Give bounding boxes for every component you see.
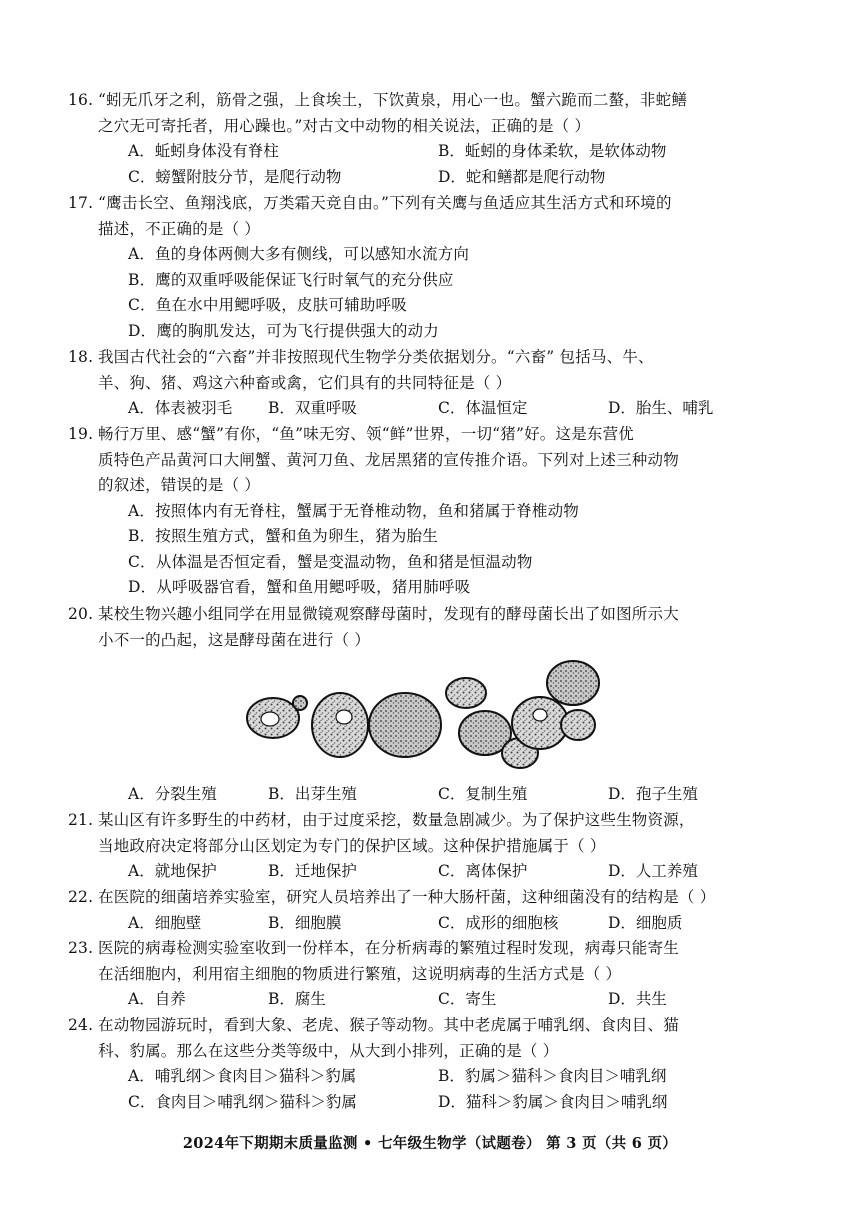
question-text: 某校生物兴趣小组同学在用显微镜观察酵母菌时，发现有的酵母菌长出了如图所示大	[98, 605, 679, 623]
question-number: 18.	[68, 348, 94, 366]
question-text: 畅行万里、感“蟹”有你，“鱼”味无穷、领“鲜”世界，一切“猪”好。这是东营优	[98, 425, 634, 443]
page-footer: 2024年下期期末质量监测 • 七年级生物学（试题卷） 第 3 页（共 6 页）	[182, 1135, 678, 1152]
option-b: B．蚯蚓的身体柔软，是软体动物	[438, 142, 667, 160]
option-a: A．按照体内有无脊柱，蟹属于无脊椎动物，鱼和猪属于脊椎动物	[128, 501, 579, 520]
question-24	[68, 1013, 778, 1115]
question-number: 23.	[68, 939, 94, 957]
option-a: A．体表被羽毛	[128, 399, 233, 417]
options-row	[98, 782, 778, 808]
yeast-bud	[561, 710, 595, 740]
option-b: B．出芽生殖	[268, 785, 357, 803]
question-20-options	[98, 782, 778, 808]
yeast-bud	[293, 696, 307, 710]
options-row	[98, 859, 778, 885]
option-a: A．哺乳纲＞食肉目＞猫科＞豹属	[128, 1067, 357, 1085]
option-b: B．按照生殖方式，蟹和鱼为卵生，猪为胎生	[128, 527, 438, 545]
option-b: B．迁地保护	[268, 862, 357, 880]
question-text: 当地政府决定将部分山区划定为专门的保护区域。这种保护措施属于（ ）	[98, 836, 606, 855]
yeast-cell	[512, 697, 568, 749]
yeast-cell	[446, 678, 486, 708]
question-number: 17.	[68, 194, 94, 212]
question-text: “鹰击长空、鱼翔浅底，万类霜天竞自由。”下列有关鹰与鱼适应其生活方式和环境的	[98, 194, 672, 212]
question-18	[68, 345, 778, 422]
option-d: D．孢子生殖	[608, 785, 698, 803]
yeast-cell	[547, 661, 599, 705]
question-number: 20.	[68, 605, 94, 623]
options-row	[98, 1064, 778, 1090]
yeast-cell	[312, 693, 368, 757]
yeast-vacuole	[261, 712, 279, 726]
yeast-budding-figure	[240, 655, 620, 780]
question-text: 在动物园游玩时，看到大象、老虎、猴子等动物。其中老虎属于哺乳纲、食肉目、猫	[98, 1016, 679, 1034]
option-d: D．从呼吸器官看，蟹和鱼用鳃呼吸，猪用肺呼吸	[128, 578, 471, 596]
option-c: C．食肉目＞哺乳纲＞猫科＞豹属	[128, 1092, 357, 1111]
question-number: 19.	[68, 425, 94, 443]
option-a: A．鱼的身体两侧大多有侧线，可以感知水流方向	[128, 245, 470, 263]
option-a: A．自养	[128, 990, 186, 1008]
option-b: B．双重呼吸	[268, 399, 357, 417]
option-d: D．人工养殖	[608, 862, 698, 880]
option-d: D．猫科＞豹属＞食肉目＞哺乳纲	[438, 1092, 668, 1111]
question-22	[68, 885, 778, 936]
question-text: 我国古代社会的“六畜”并非按照现代生物学分类依据划分。“六畜” 包括马、牛、	[98, 348, 654, 366]
option-c: C．成形的细胞核	[438, 913, 559, 932]
question-text: “蚓无爪牙之利，筋骨之强，上食埃土，下饮黄泉，用心一也。蟹六跪而二螯，非蛇鳝	[98, 91, 688, 109]
question-21	[68, 808, 778, 885]
option-d: D．鹰的胸肌发达，可为飞行提供强大的动力	[128, 321, 439, 340]
question-text: 在医院的细菌培养实验室，研究人员培养出了一种大肠杆菌，这种细菌没有的结构是（ ）	[98, 888, 716, 906]
question-number: 24.	[68, 1016, 94, 1034]
option-d: D．共生	[608, 990, 667, 1008]
option-a: A．分裂生殖	[128, 785, 217, 803]
option-c: C．鱼在水中用鳃呼吸，皮肤可辅助呼吸	[128, 296, 407, 314]
question-23	[68, 936, 778, 1013]
question-text: 某山区有许多野生的中药材，由于过度采挖，数量急剧减少。为了保护这些生物资源，	[98, 811, 695, 829]
options-row	[98, 139, 778, 165]
yeast-cell	[369, 693, 441, 757]
option-c: C．从体温是否恒定看，蟹是变温动物，鱼和猪是恒温动物	[128, 552, 533, 571]
option-a: A．就地保护	[128, 862, 217, 880]
question-text: 医院的病毒检测实验室收到一份样本，在分析病毒的繁殖过程时发现，病毒只能寄生	[98, 939, 679, 957]
question-text: 科、豹属。那么在这些分类等级中，从大到小排列，正确的是（ ）	[98, 1041, 559, 1060]
yeast-vacuole	[336, 710, 352, 724]
question-text: 羊、狗、猪、鸡这六种畜或禽，它们具有的共同特征是（ ）	[98, 373, 512, 392]
option-b: B．豹属＞猫科＞食肉目＞哺乳纲	[438, 1067, 667, 1085]
question-text: 的叙述，错误的是（ ）	[98, 476, 261, 494]
option-c: C．复制生殖	[438, 785, 528, 803]
question-16	[68, 88, 778, 190]
yeast-vacuole	[533, 709, 547, 721]
option-a: A．细胞壁	[128, 913, 202, 932]
question-number: 16.	[68, 91, 94, 109]
option-b: B．鹰的双重呼吸能保证飞行时氧气的充分供应	[128, 270, 454, 289]
option-b: B．腐生	[268, 990, 326, 1008]
options-row	[98, 165, 778, 191]
question-19	[68, 422, 778, 601]
option-d: D．胎生、哺乳	[608, 399, 714, 417]
question-text: 描述，不正确的是（ ）	[98, 219, 261, 238]
question-number: 22.	[68, 888, 94, 906]
option-c: C．离体保护	[438, 862, 528, 880]
option-c: C．体温恒定	[438, 399, 528, 417]
question-17	[68, 191, 778, 344]
question-text: 在活细胞内，利用宿主细胞的物质进行繁殖，这说明病毒的生活方式是（ ）	[98, 964, 622, 983]
option-d: D．细胞质	[608, 913, 683, 932]
options-row	[98, 911, 778, 937]
option-d: D．蛇和鳝都是爬行动物	[438, 167, 606, 186]
option-c: C．螃蟹附肢分节，是爬行动物	[128, 167, 342, 186]
options-row	[98, 396, 778, 422]
question-text: 小不一的凸起，这是酵母菌在进行（ ）	[98, 630, 371, 649]
options-row	[98, 1090, 778, 1116]
options-row	[98, 987, 778, 1013]
option-b: B．细胞膜	[268, 913, 342, 932]
option-a: A．蚯蚓身体没有脊柱	[128, 142, 279, 160]
question-20	[68, 602, 778, 653]
question-number: 21.	[68, 811, 94, 829]
question-text: 之穴无可寄托者，用心躁也。”对古文中动物的相关说法，正确的是（ ）	[98, 116, 591, 135]
question-text: 质特色产品黄河口大闸蟹、黄河刀鱼、龙居黑猪的宣传推介语。下列对上述三种动物	[98, 450, 679, 469]
option-c: C．寄生	[438, 990, 497, 1008]
